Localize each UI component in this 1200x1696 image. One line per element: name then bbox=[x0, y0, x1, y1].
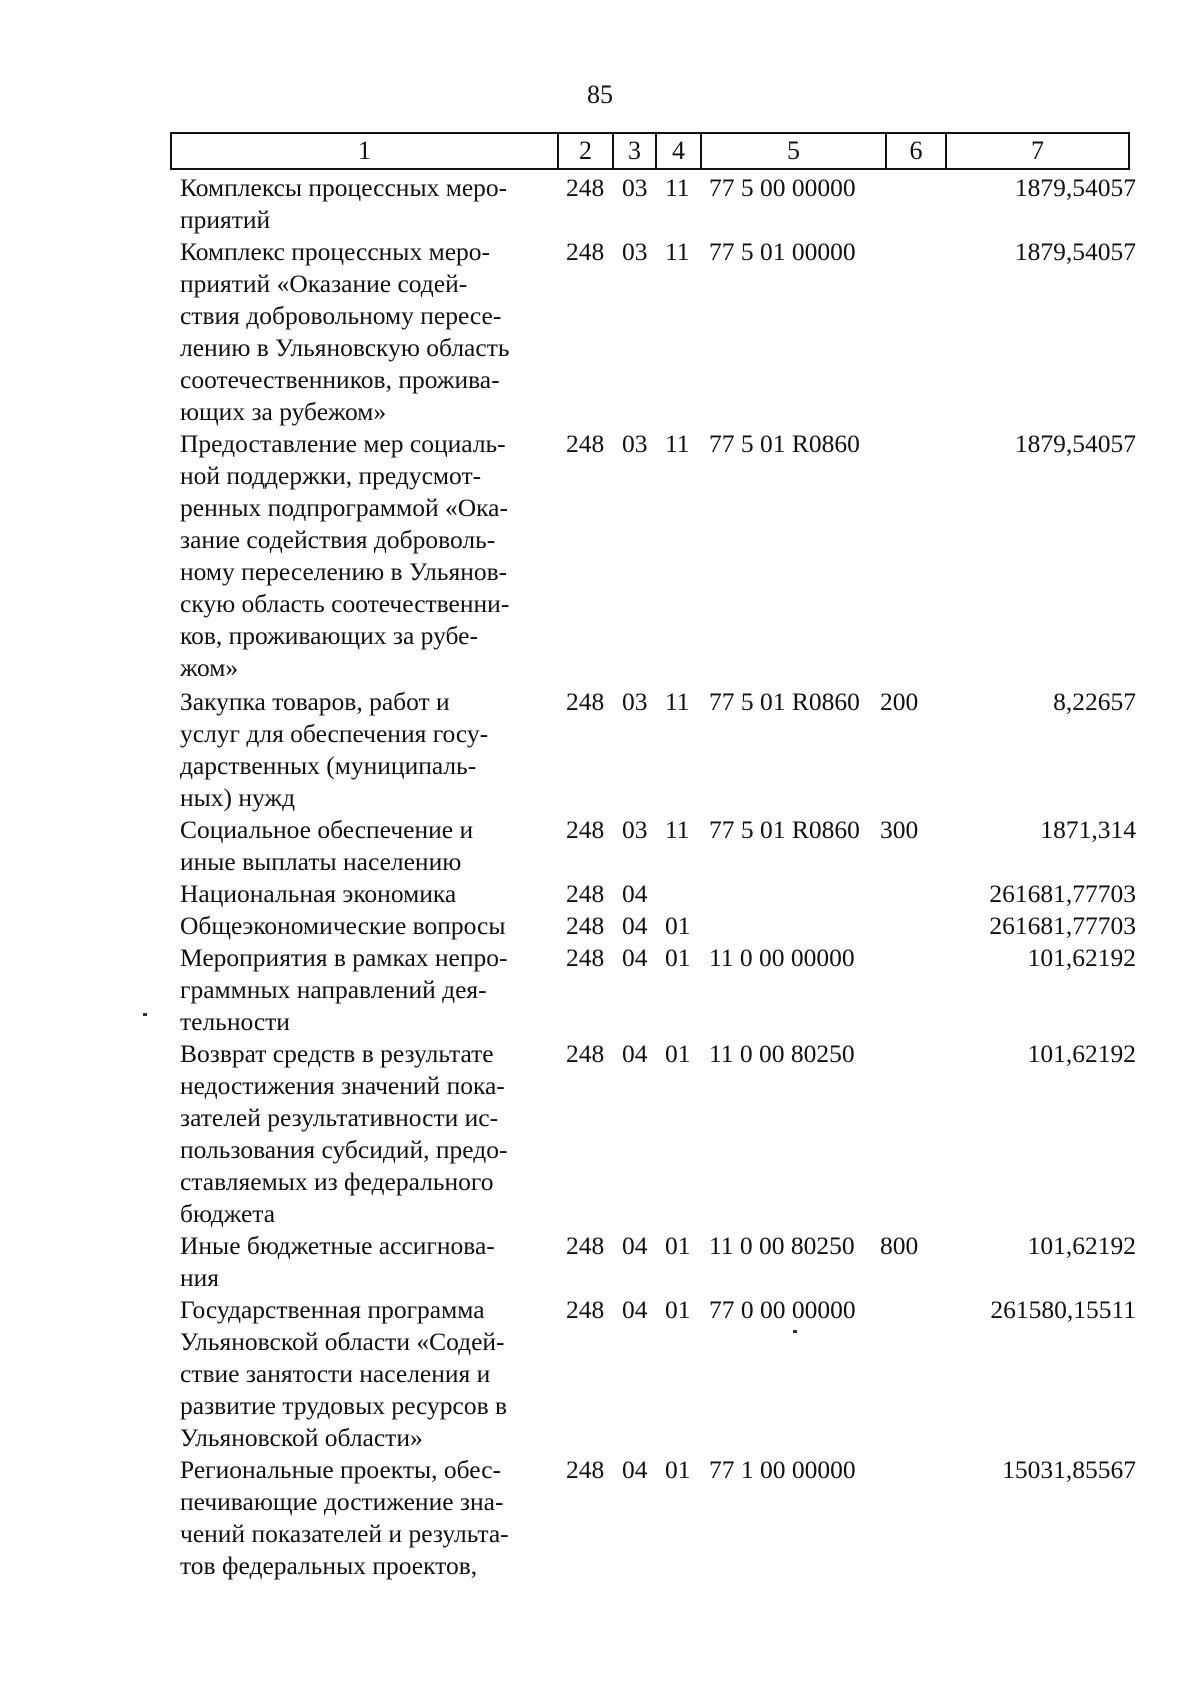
row-col-3: 03 bbox=[622, 237, 648, 266]
row-name: Государственная программа Ульяновской области «Содей- ствие занятости населения и развитие трудовых ресурсов в Ульяновской области» bbox=[180, 1295, 508, 1452]
row-name: Общеэкономические вопросы bbox=[180, 911, 506, 940]
row-col-2: 248 bbox=[566, 1039, 605, 1068]
row-col-5: 77 5 01 R0860 bbox=[709, 815, 860, 844]
row-col-7: 15031,85567 bbox=[1002, 1455, 1136, 1484]
row-col-7: 1879,54057 bbox=[1014, 237, 1136, 266]
row-col-2: 248 bbox=[566, 173, 605, 202]
row-col-2: 248 bbox=[566, 1455, 605, 1484]
row-col-4: 11 bbox=[665, 429, 690, 458]
row-col-3: 04 bbox=[622, 911, 648, 940]
row-col-7: 8,22657 bbox=[1053, 687, 1136, 716]
header-col-2: 2 bbox=[558, 133, 613, 169]
row-col-5: 77 1 00 00000 bbox=[709, 1455, 856, 1484]
row-col-5: 77 5 01 00000 bbox=[709, 237, 856, 266]
row-col-7: 101,62192 bbox=[1027, 943, 1136, 972]
row-col-7: 1871,314 bbox=[1040, 815, 1136, 844]
row-col-4: 01 bbox=[665, 911, 691, 940]
header-col-3: 3 bbox=[613, 133, 656, 169]
row-col-7: 261681,77703 bbox=[989, 879, 1136, 908]
row-col-2: 248 bbox=[566, 687, 605, 716]
row-col-4: 11 bbox=[665, 237, 690, 266]
row-col-2: 248 bbox=[566, 815, 605, 844]
row-col-7: 101,62192 bbox=[1027, 1039, 1136, 1068]
row-col-4: 11 bbox=[665, 815, 690, 844]
header-col-5: 5 bbox=[701, 133, 886, 169]
row-col-4: 01 bbox=[665, 1455, 691, 1484]
row-col-7: 1879,54057 bbox=[1014, 429, 1136, 458]
row-col-3: 04 bbox=[622, 1295, 648, 1324]
row-name: Региональные проекты, обес- печивающие достижение зна- чений показателей и результа- тов федеральных проектов, bbox=[180, 1455, 509, 1580]
scan-speck bbox=[793, 1330, 797, 1333]
row-name: Иные бюджетные ассигнова- ния bbox=[180, 1231, 495, 1292]
row-col-3: 04 bbox=[622, 1455, 648, 1484]
row-col-5: 11 0 00 80250 bbox=[709, 1231, 855, 1260]
page-number: 85 bbox=[587, 80, 613, 109]
row-col-2: 248 bbox=[566, 879, 605, 908]
row-name: Национальная экономика bbox=[180, 879, 457, 908]
row-name: Комплекс процессных меро- приятий «Оказание содей- ствия добровольному пересе- лению в Ульяновскую область соотечественников, прожива- ющих за рубежом» bbox=[180, 237, 510, 426]
row-col-5: 77 5 01 R0860 bbox=[709, 429, 860, 458]
row-name: Социальное обеспечение и иные выплаты населению bbox=[180, 815, 474, 876]
row-col-4: 01 bbox=[665, 943, 691, 972]
header-col-1: 1 bbox=[171, 133, 558, 169]
row-col-2: 248 bbox=[566, 1231, 605, 1260]
row-col-4: 01 bbox=[665, 1039, 691, 1068]
row-col-2: 248 bbox=[566, 911, 605, 940]
row-name: Мероприятия в рамках непро- граммных направлений дея- тельности bbox=[180, 943, 508, 1036]
row-col-6: 200 bbox=[880, 687, 919, 716]
row-name: Возврат средств в результате недостижения значений пока- зателей результативности ис- пользования субсидий, предо- ставляемых из федерального бюджета bbox=[180, 1039, 508, 1228]
row-col-3: 04 bbox=[622, 1039, 648, 1068]
row-col-3: 04 bbox=[622, 1231, 648, 1260]
row-col-7: 261681,77703 bbox=[989, 911, 1136, 940]
row-col-7: 261580,15511 bbox=[990, 1295, 1136, 1324]
row-col-4: 01 bbox=[665, 1231, 691, 1260]
row-col-4: 01 bbox=[665, 1295, 691, 1324]
row-col-7: 1879,54057 bbox=[1014, 173, 1136, 202]
row-col-3: 04 bbox=[622, 879, 648, 908]
row-col-3: 03 bbox=[622, 173, 648, 202]
row-col-5: 77 0 00 00000 bbox=[709, 1295, 856, 1324]
row-col-5: 77 5 01 R0860 bbox=[709, 687, 860, 716]
row-col-2: 248 bbox=[566, 237, 605, 266]
row-col-3: 03 bbox=[622, 429, 648, 458]
row-col-2: 248 bbox=[566, 429, 605, 458]
row-col-2: 248 bbox=[566, 1295, 605, 1324]
row-name: Предоставление мер социаль- ной поддержки, предусмот- ренных подпрограммой «Ока- зание содействия доброволь- ному переселению в Ульянов- скую область соотечественни- ков, проживающих за рубе- жом» bbox=[180, 429, 510, 682]
header-col-4: 4 bbox=[656, 133, 701, 169]
row-name: Закупка товаров, работ и услуг для обеспечения госу- дарственных (муниципаль- ных) нужд bbox=[180, 687, 489, 812]
row-col-3: 03 bbox=[622, 815, 648, 844]
scan-speck bbox=[143, 1013, 147, 1016]
header-col-7: 7 bbox=[946, 133, 1129, 169]
row-col-6: 300 bbox=[880, 815, 919, 844]
row-col-3: 04 bbox=[622, 943, 648, 972]
row-col-3: 03 bbox=[622, 687, 648, 716]
row-col-7: 101,62192 bbox=[1027, 1231, 1136, 1260]
row-col-5: 77 5 00 00000 bbox=[709, 173, 856, 202]
row-col-2: 248 bbox=[566, 943, 605, 972]
row-col-5: 11 0 00 00000 bbox=[709, 943, 855, 972]
row-col-5: 11 0 00 80250 bbox=[709, 1039, 855, 1068]
header-col-6: 6 bbox=[886, 133, 946, 169]
row-col-6: 800 bbox=[880, 1231, 919, 1260]
row-col-4: 11 bbox=[665, 173, 690, 202]
row-name: Комплексы процессных меро- приятий bbox=[180, 173, 508, 234]
row-col-4: 11 bbox=[665, 687, 690, 716]
